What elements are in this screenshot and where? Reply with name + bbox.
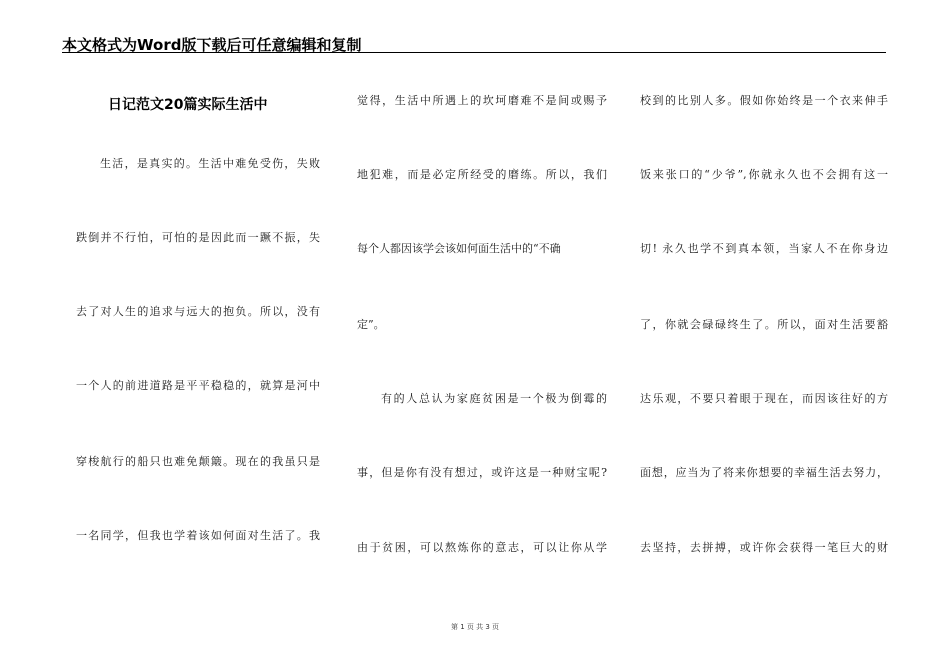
text-line: 每个人都因该学会该如何面生活中的“不确 — [357, 242, 561, 255]
text-line: 切! 永久也学不到真本领，当家人不在你身边 — [640, 242, 888, 255]
page-number: 第 1 页 共 3 页 — [450, 623, 500, 631]
text-line: 跌倒并不行怕，可怕的是因此而一蹶不振，失 — [76, 231, 320, 244]
text-line: 穿梭航行的船只也难免颠簸。现在的我虽只是 — [76, 455, 320, 468]
text-column-2 — [357, 0, 607, 620]
text-line: 事，但是你有没有想过，或许这是一种财宝呢? — [357, 466, 607, 479]
text-line: 去了对人生的追求与远大的抱负。所以，没有 — [76, 305, 320, 318]
text-line: 面想，应当为了将来你想要的幸福生活去努力， — [640, 466, 888, 479]
text-line: 一个人的前进道路是平平稳稳的，就算是河中 — [76, 379, 320, 392]
text-line: 由于贫困，可以熬炼你的意志，可以让你从学 — [357, 541, 607, 554]
text-line: 去坚持，去拼搏，或许你会获得一笔巨大的财 — [640, 541, 888, 554]
text-line: 生活，是真实的。生活中难免受伤，失败 — [100, 157, 320, 170]
text-line: 有的人总认为家庭贫困是一个极为倒霉的 — [381, 392, 607, 405]
text-line: 了，你就会碌碌终生了。所以，面对生活要豁 — [640, 318, 888, 331]
document-title: 日记范文20篇实际生活中 — [108, 97, 268, 113]
text-line: 达乐观，不要只着眼于现在，而因该往好的方 — [640, 392, 888, 405]
text-line: 地犯难，而是必定所经受的磨练。所以，我们 — [357, 168, 607, 181]
text-line: 定”。 — [357, 318, 385, 331]
text-line: 一名同学，但我也学着该如何面对生活了。我 — [76, 529, 320, 542]
text-column-3 — [640, 0, 888, 620]
text-line: 校到的比别人多。假如你始终是一个衣来伸手 — [640, 94, 888, 107]
text-column-1 — [76, 0, 320, 620]
text-line: 觉得，生活中所遇上的坎坷磨难不是间或赐予 — [357, 94, 607, 107]
text-line: 饭来张口的“少爷”,你就永久也不会拥有这一 — [640, 168, 888, 181]
header-title: 本文格式为Word版下载后可任意编辑和复制 — [62, 36, 362, 54]
